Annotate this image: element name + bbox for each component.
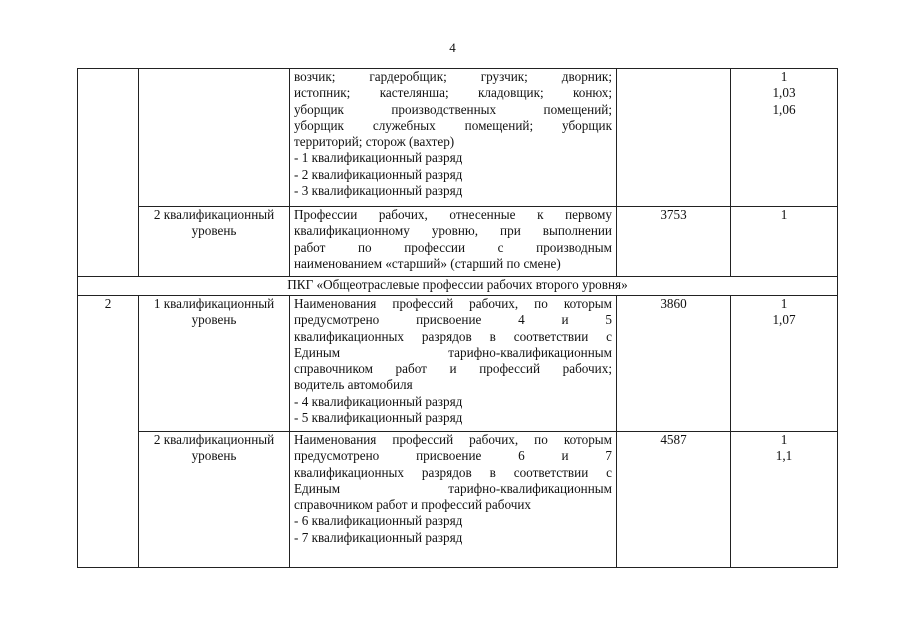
- grade-item: - 1 квалификационный разряд: [294, 150, 463, 166]
- description-line: Единым тарифно-квалификационным: [294, 480, 612, 496]
- description-line: Наименования профессий рабочих, по которым: [294, 296, 612, 311]
- description-line: водитель автомобиля: [294, 377, 413, 393]
- description-line: Профессии рабочих, отнесенные к первому: [294, 207, 612, 222]
- coefficient-cell: [731, 69, 838, 207]
- base-salary: 3753: [617, 207, 731, 277]
- grade-item: - 4 квалификационный разряд: [294, 393, 463, 409]
- profession-description: [290, 296, 617, 432]
- profession-description: [290, 207, 617, 277]
- base-salary: 3860: [617, 296, 731, 432]
- description-line: квалификационных разрядов в соответствии с: [294, 464, 612, 480]
- description-line: истопник; кастелянша; кладовщик; конюх;: [294, 85, 612, 101]
- description-line: Единым тарифно-квалификационным: [294, 344, 612, 360]
- table-row: [78, 432, 838, 568]
- qualification-level: 2 квалификационный уровень: [139, 207, 290, 277]
- description-line: предусмотрено присвоение 6 и 7: [294, 448, 612, 464]
- description-line: территорий; сторож (вахтер): [294, 134, 455, 150]
- coefficient-value: 1,03: [772, 85, 796, 101]
- profession-description: [290, 69, 617, 207]
- description-line: квалификационных разрядов в соответствии с: [294, 328, 612, 344]
- group-number-cell: [78, 69, 139, 277]
- description-line: Наименования профессий рабочих, по которым: [294, 432, 612, 447]
- profession-description: [290, 432, 617, 568]
- description-line: наименованием «старший» (старший по смене): [294, 255, 561, 271]
- base-salary-cell: [617, 69, 731, 207]
- description-line: квалификационному уровню, при выполнении: [294, 223, 612, 239]
- coefficient-value: 1: [731, 207, 838, 277]
- grade-item: - 5 квалификационный разряд: [294, 410, 463, 426]
- page-number: 4: [449, 40, 456, 55]
- group-header: ПКГ «Общеотраслевые профессии рабочих второго уровня»: [78, 277, 838, 296]
- group-number: 2: [78, 296, 139, 568]
- base-salary: 4587: [617, 432, 731, 568]
- grade-item: - 6 квалификационный разряд: [294, 513, 463, 529]
- grade-item: - 3 квалификационный разряд: [294, 183, 463, 199]
- salary-table: [77, 68, 838, 568]
- grade-item: - 2 квалификационный разряд: [294, 166, 463, 182]
- coefficient-value: 1,1: [775, 448, 793, 464]
- description-line: справочником работ и профессий рабочих;: [294, 361, 612, 377]
- coefficient-value: 1: [780, 432, 788, 447]
- qualification-level-cell: [139, 69, 290, 207]
- coefficient-cell: [731, 432, 838, 568]
- coefficient-value: 1,06: [772, 101, 796, 117]
- coefficient-value: 1: [780, 296, 788, 311]
- qualification-level: 2 квалификационный уровень: [139, 432, 290, 568]
- coefficient-cell: [731, 296, 838, 432]
- description-line: возчик; гардеробщик; грузчик; дворник;: [294, 69, 612, 84]
- coefficient-value: 1: [780, 69, 788, 84]
- qualification-level: 1 квалификационный уровень: [139, 296, 290, 432]
- coefficient-value: 1,07: [772, 312, 796, 328]
- description-line: уборщик служебных помещений; уборщик: [294, 117, 612, 133]
- group-header-row: [78, 277, 838, 296]
- table-row: [78, 207, 838, 277]
- description-line: предусмотрено присвоение 4 и 5: [294, 312, 612, 328]
- table-row: [78, 69, 838, 207]
- grade-item: - 7 квалификационный разряд: [294, 529, 463, 545]
- description-line: уборщик производственных помещений;: [294, 101, 612, 117]
- description-line: работ по профессии с производным: [294, 239, 612, 255]
- table-row: [78, 296, 838, 432]
- description-line: справочником работ и профессий рабочих: [294, 497, 531, 513]
